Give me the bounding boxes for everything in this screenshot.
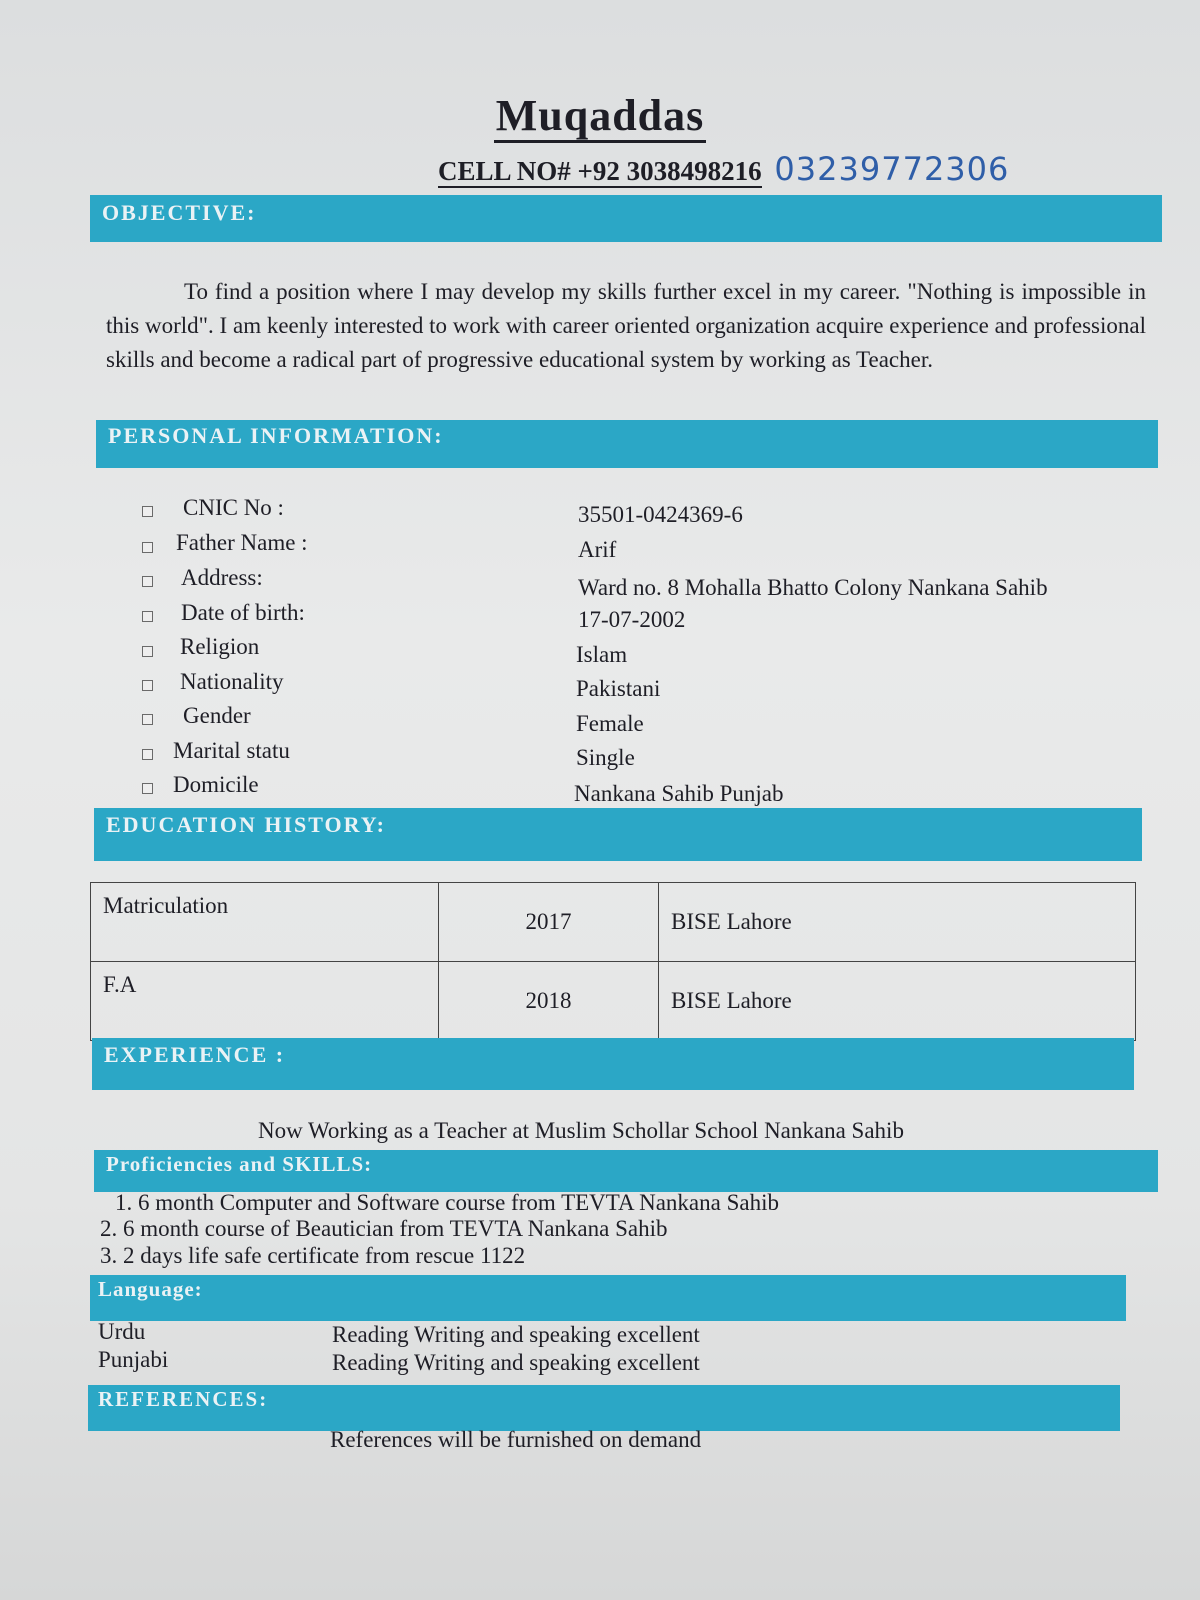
label-date-of-birth: Date of birth:	[181, 600, 305, 625]
section-language: Language:	[90, 1275, 1126, 1321]
language-name: Urdu	[98, 1319, 146, 1344]
bullet-icon	[142, 646, 153, 657]
section-skills: Proficiencies and SKILLS:	[94, 1150, 1158, 1192]
language-level: Reading Writing and speaking excellent	[332, 1350, 700, 1375]
language-name: Punjabi	[98, 1347, 169, 1372]
section-objective: OBJECTIVE:	[90, 195, 1162, 242]
handwritten-cell-number: 03239772306	[774, 150, 1010, 188]
value-father-name: Arif	[578, 537, 617, 562]
education-degree: F.A	[91, 962, 439, 1041]
bullet-icon	[142, 680, 153, 691]
education-table	[90, 882, 1136, 1041]
skill-item: 2. 6 month course of Beautician from TEVTA Nankana Sahib	[100, 1216, 668, 1241]
value-address: Ward no. 8 Mohalla Bhatto Colony Nankana Sahib	[578, 575, 1048, 600]
label-father-name: Father Name :	[176, 530, 308, 555]
objective-paragraph: To find a position where I may develop my skills further excel in my career. "Nothing is impossible in this world". I am keenly interested to work with career oriented organization acquire experience and professional skills and become a radical part of progressive educational system by working as Teacher.	[106, 279, 1146, 372]
bullet-icon	[142, 576, 153, 587]
language-level: Reading Writing and speaking excellent	[332, 1322, 700, 1347]
references-text: References will be furnished on demand	[330, 1427, 702, 1452]
skill-item: 1. 6 month Computer and Software course from TEVTA Nankana Sahib	[115, 1190, 779, 1215]
section-references: REFERENCES:	[88, 1385, 1120, 1431]
education-board: BISE Lahore	[659, 962, 1136, 1041]
value-religion: Islam	[576, 642, 628, 667]
candidate-name: Muqaddas	[0, 90, 1200, 141]
bullet-icon	[142, 783, 153, 794]
section-education-history: EDUCATION HISTORY:	[94, 808, 1142, 861]
education-degree: Matriculation	[91, 883, 439, 962]
bullet-icon	[142, 542, 153, 553]
table-row	[91, 883, 1136, 962]
value-gender: Female	[576, 711, 644, 736]
cell-number: CELL NO# +92 3038498216	[438, 156, 762, 186]
label-cnic: CNIC No :	[183, 495, 284, 520]
bullet-icon	[142, 506, 153, 517]
label-address: Address:	[181, 565, 263, 590]
education-board: BISE Lahore	[659, 883, 1136, 962]
section-personal-information: PERSONAL INFORMATION:	[96, 420, 1158, 468]
label-nationality: Nationality	[180, 669, 284, 694]
label-gender: Gender	[183, 703, 251, 728]
section-experience: EXPERIENCE :	[92, 1038, 1134, 1090]
value-marital-status: Single	[576, 745, 635, 770]
skill-item: 3. 2 days life safe certificate from rescue 1122	[100, 1243, 526, 1268]
value-date-of-birth: 17-07-2002	[578, 607, 686, 632]
value-cnic: 35501-0424369-6	[578, 502, 743, 527]
label-religion: Religion	[180, 634, 260, 659]
cell-number-line	[438, 150, 1009, 188]
education-year: 2018	[439, 962, 659, 1041]
bullet-icon	[142, 611, 153, 622]
experience-text: Now Working as a Teacher at Muslim Schollar School Nankana Sahib	[258, 1118, 904, 1143]
bullet-icon	[142, 749, 153, 760]
label-domicile: Domicile	[173, 772, 259, 797]
label-marital-status: Marital statu	[173, 738, 290, 763]
table-row	[91, 962, 1136, 1041]
bullet-icon	[142, 714, 153, 725]
value-domicile: Nankana Sahib Punjab	[574, 781, 784, 806]
education-year: 2017	[439, 883, 659, 962]
value-nationality: Pakistani	[576, 676, 661, 701]
